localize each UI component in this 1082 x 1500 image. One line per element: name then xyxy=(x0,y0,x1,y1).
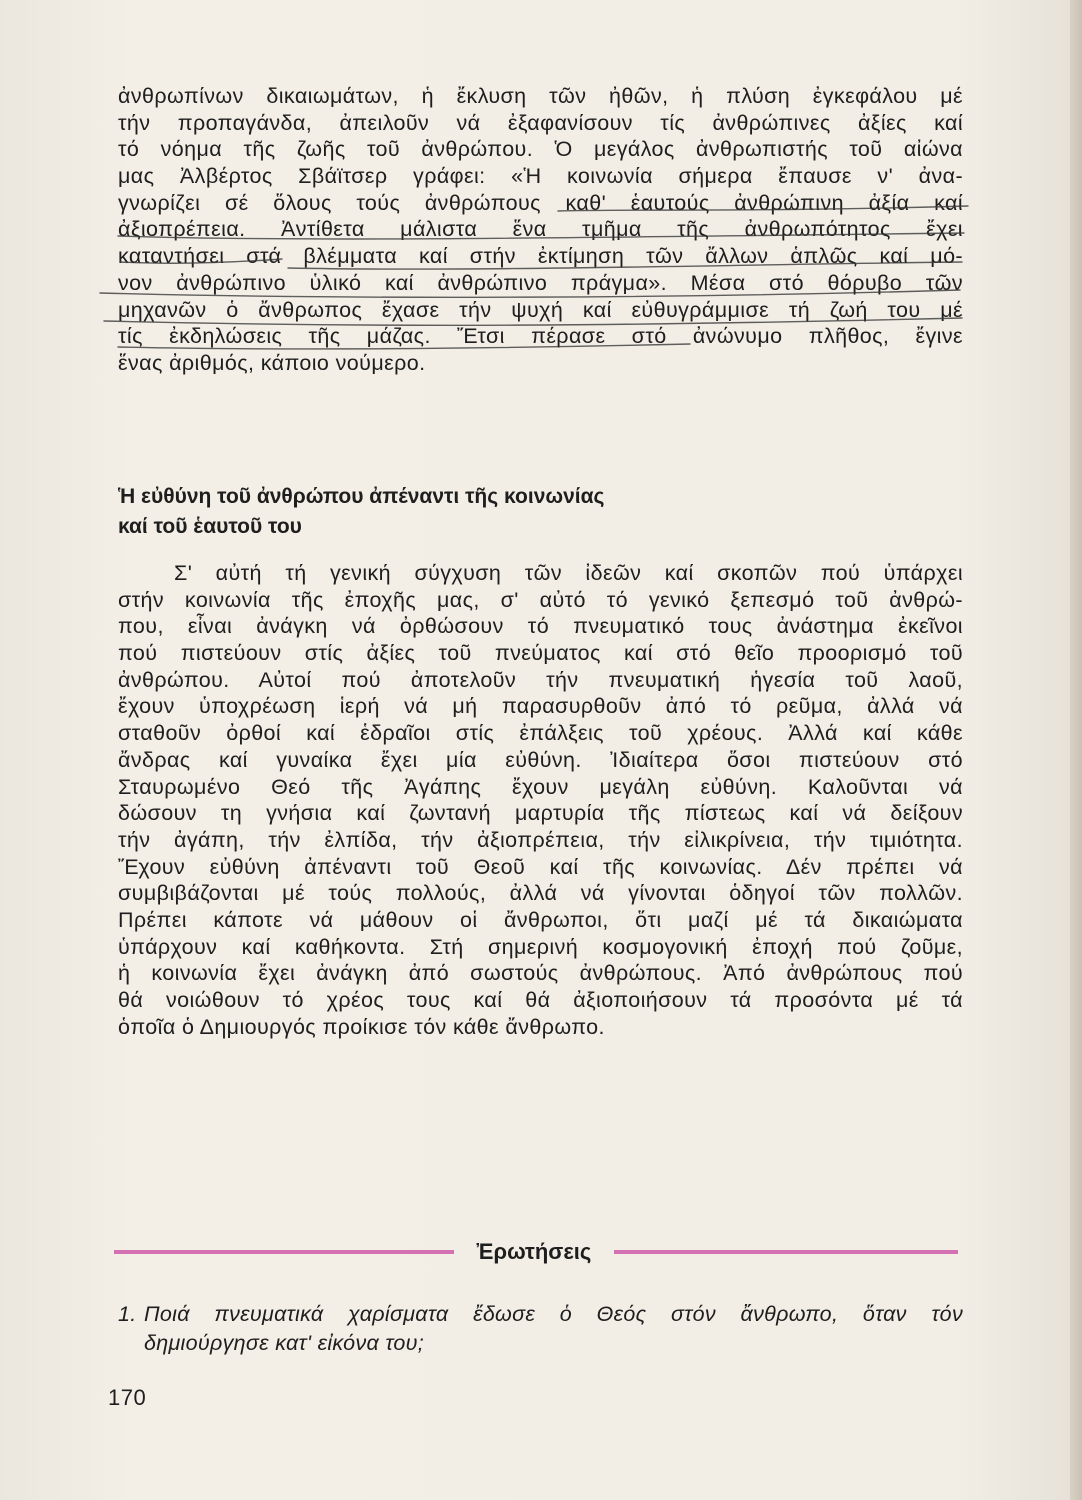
text-line: ὑπάρχουν καί καθήκοντα. Στή σημερινή κοσμογονική ἐποχή πού ζοῦμε, xyxy=(118,934,963,959)
text-line: τήν ἀγάπη, τήν ἐλπίδα, τήν ἀξιοπρέπεια, τήν εἰλικρίνεια, τήν τιμιότητα. xyxy=(118,827,963,852)
decorative-rule xyxy=(614,1250,958,1254)
questions-list xyxy=(118,1300,963,1358)
text-line: ἡ κοινωνία ἔχει ἀνάγκη ἀπό σωστούς ἀνθρώπους. Ἀπό ἀνθρώπους πού xyxy=(118,961,963,986)
heading-line: καί τοῦ ἑαυτοῦ του xyxy=(118,515,302,538)
text-line: δώσουν τη γνήσια καί ζωντανή μαρτυρία τῆς πίστεως καί νά δείξουν xyxy=(118,801,963,826)
question-text: δημιούργησε κατ' εἰκόνα του; xyxy=(144,1331,425,1355)
text-line: ἀνθρώπου. Αὐτοί πού ἀποτελοῦν τήν πνευματική ἡγεσία τοῦ λαοῦ, xyxy=(118,667,963,692)
questions-title: Ἐρωτήσεις xyxy=(476,1239,592,1264)
text-line: καταντήσει στά βλέμματα καί στήν ἐκτίμηση τῶν ἄλλων ἁπλῶς καί μό- xyxy=(118,244,963,269)
text-line: πού πιστεύουν στίς ἀξίες τοῦ πνεύματος καί στό θεῖο προορισμό τοῦ xyxy=(118,641,963,666)
text-line: μηχανῶν ὁ ἄνθρωπος ἔχασε τήν ψυχή καί εὐθυγράμμισε τή ζωή του μέ xyxy=(118,297,963,322)
questions-header xyxy=(114,1235,960,1269)
text-line: που, εἶναι ἀνάγκη νά ὀρθώσουν τό πνευματικό τους ἀνάστημα ἐκεῖνοι xyxy=(118,614,963,639)
text-line: γνωρίζει σέ ὅλους τούς ἀνθρώπους καθ' ἑαυτούς ἀνθρώπινη ἀξία καί xyxy=(118,190,963,215)
text-line: τίς ἐκδηλώσεις τῆς μάζας. Ἔτσι πέρασε στό ἀνώνυμο πλῆθος, ἔγινε xyxy=(118,324,963,349)
text-line: σταθοῦν ὀρθοί καί ἑδραῖοι στίς ἐπάλξεις τοῦ χρέους. Ἀλλά καί κάθε xyxy=(118,721,963,746)
question-item xyxy=(118,1300,963,1358)
decorative-rule xyxy=(114,1250,454,1254)
page-edge xyxy=(1070,0,1082,1500)
text-line: Ἔχουν εὐθύνη ἀπέναντι τοῦ Θεοῦ καί τῆς κοινωνίας. Δέν πρέπει νά xyxy=(118,854,963,879)
heading-line: Ἡ εὐθύνη τοῦ ἀνθρώπου ἀπέναντι τῆς κοινωνίας xyxy=(118,485,605,508)
text-line: ἄνδρας καί γυναίκα ἔχει μία εὐθύνη. Ἰδιαίτερα ὅσοι πιστεύουν στό xyxy=(118,747,963,772)
intro-paragraph xyxy=(118,83,963,377)
question-number: 1. xyxy=(118,1302,137,1326)
text-line: στήν κοινωνία τῆς ἐποχῆς μας, σ' αὐτό τό γενικό ξεπεσμό τοῦ ἀνθρώ- xyxy=(118,587,963,612)
text-line: ὁποῖα ὁ Δημιουργός προίκισε τόν κάθε ἄνθρωπο. xyxy=(118,1014,605,1039)
text-line: Πρέπει κάποτε νά μάθουν οἱ ἄνθρωποι, ὅτι μαζί μέ τά δικαιώματα xyxy=(118,907,963,932)
text-line: ἔχουν ὑποχρέωση ἱερή νά μή παρασυρθοῦν ἀπό τό ρεῦμα, ἀλλά νά xyxy=(118,694,963,719)
text-line: Σ' αὐτή τή γενική σύγχυση τῶν ἰδεῶν καί σκοπῶν πού ὑπάρχει xyxy=(174,561,963,585)
question-text: Ποιά πνευματικά χαρίσματα ἔδωσε ὁ Θεός στόν ἄνθρωπο, ὅταν τόν xyxy=(144,1302,963,1326)
text-line: Σταυρωμένο Θεό τῆς Ἀγάπης ἔχουν μεγάλη εὐθύνη. Καλοῦνται νά xyxy=(118,774,963,799)
text-line: τήν προπαγάνδα, ἀπειλοῦν νά ἐξαφανίσουν τίς ἀνθρώπινες ἀξίες καί xyxy=(118,110,963,135)
body-paragraph xyxy=(118,560,963,1040)
text-line: θά νοιώθουν τό χρέος τους καί θά ἀξιοποιήσουν τά προσόντα μέ τά xyxy=(118,988,963,1012)
text-line: συμβιβάζονται μέ τούς πολλούς, ἀλλά νά γίνονται ὁδηγοί τῶν πολλῶν. xyxy=(118,881,963,906)
page-number: 170 xyxy=(108,1385,147,1410)
section-heading xyxy=(118,482,963,542)
text-line: τό νόημα τῆς ζωῆς τοῦ ἀνθρώπου. Ὁ μεγάλος ἀνθρωπιστής τοῦ αἰώνα xyxy=(118,137,963,162)
text-line: μας Ἀλβέρτος Σβάϊτσερ γράφει: «Ἡ κοινωνία σήμερα ἔπαυσε ν' ἀνα- xyxy=(118,164,963,189)
text-line: νον ἀνθρώπινο ὑλικό καί ἀνθρώπινο πράγμα». Μέσα στό θόρυβο τῶν xyxy=(118,270,963,295)
text-line: ἕνας ἀριθμός, κάποιο νούμερο. xyxy=(118,350,426,375)
text-line: ἀξιοπρέπεια. Ἀντίθετα μάλιστα ἕνα τμῆμα τῆς ἀνθρωπότητος ἔχει xyxy=(118,217,963,242)
text-line: ἀνθρωπίνων δικαιωμάτων, ἡ ἔκλυση τῶν ἠθῶν, ἡ πλύση ἐγκεφάλου μέ xyxy=(118,84,963,108)
